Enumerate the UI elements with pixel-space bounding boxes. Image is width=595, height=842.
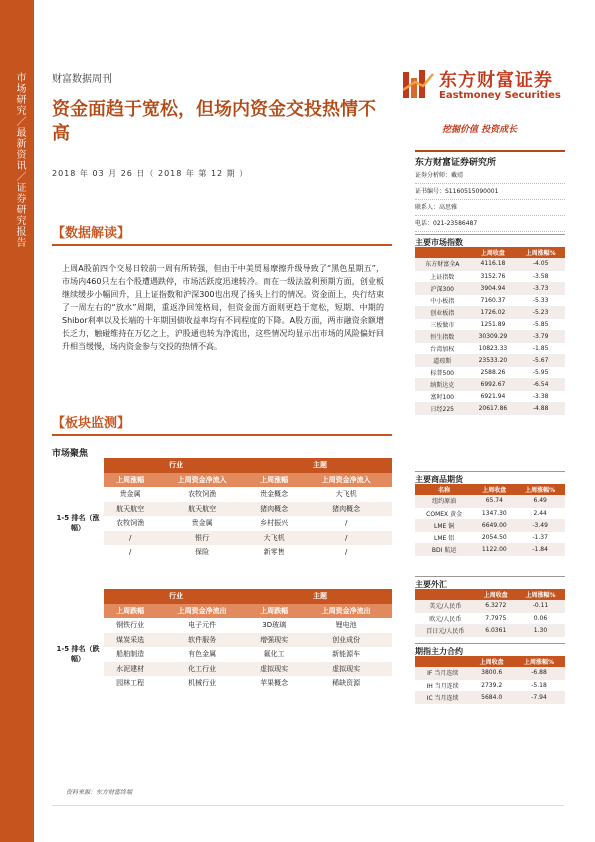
market-index-table [415, 247, 565, 415]
table-row [415, 378, 565, 390]
logo-cn-text: 东方财富证券 [439, 70, 553, 91]
table-row [52, 618, 392, 633]
table-cell: 美元/人民币 [415, 600, 476, 612]
table-cell: / [344, 519, 348, 528]
table-cell: 新能源车 [332, 650, 361, 659]
table-row [415, 366, 565, 378]
footer-divider [52, 805, 564, 806]
table-row [415, 402, 565, 414]
table-cell: 1122.00 [473, 543, 515, 555]
table-row [415, 531, 565, 543]
table-cell: 65.74 [473, 495, 515, 507]
contact-analyst: 证券分析师：戴靖 [415, 168, 565, 184]
table-cell: 船舶制造 [116, 650, 145, 659]
data-section-heading: 【数据解读】 [52, 222, 392, 246]
table-cell: 有色金属 [188, 650, 217, 659]
table-cell: 2054.50 [473, 531, 515, 543]
market-focus-title: 市场聚焦 [52, 449, 89, 459]
table-cell: 道琼斯 [415, 354, 470, 366]
table-cell: 3904.94 [470, 282, 517, 294]
report-label: 财富数据周刊 [52, 74, 112, 85]
eastmoney-logo-icon [401, 68, 435, 102]
col-header: 上周收盘 [473, 484, 515, 495]
table-cell: 大飞机 [248, 531, 300, 546]
table-cell: 6.0361 [476, 624, 516, 636]
table-cell: -4.05 [516, 258, 565, 270]
table-cell: 钢铁行业 [116, 621, 145, 630]
col-header: 上周跌幅 [248, 604, 300, 619]
table-cell: 锂电池 [335, 621, 357, 630]
table-cell: -1.37 [515, 531, 565, 543]
col-header: 上周资金净流入 [156, 473, 248, 488]
table-cell: LME 铜 [415, 519, 473, 531]
table-row [415, 624, 565, 636]
table-cell: 航天航空 [156, 502, 248, 517]
table-cell: 标普500 [415, 366, 470, 378]
page-title: 资金面趋于宽松，但场内资金交投热情不高 [52, 99, 376, 144]
table-cell: -6.54 [516, 378, 565, 390]
table-cell: -0.11 [516, 600, 565, 612]
col-header: 上周涨幅 [248, 473, 300, 488]
table-cell: 6921.94 [470, 390, 517, 402]
table-cell: 恒生指数 [415, 330, 470, 342]
table-cell: 23533.20 [470, 354, 517, 366]
table-cell: 水泥建材 [104, 662, 156, 677]
table-cell: 保险 [195, 548, 210, 557]
table-cell: 6.3272 [476, 600, 516, 612]
table-row [415, 294, 565, 306]
table-cell: 苹果概念 [260, 679, 289, 688]
table-cell: 东方财富全A [415, 258, 470, 270]
table-cell: 上证指数 [415, 270, 470, 282]
table-cell: -7.94 [513, 691, 565, 703]
col-header: 上周跌幅 [104, 604, 156, 619]
table-row [415, 691, 565, 703]
table-cell: / [104, 531, 156, 546]
sector-section-heading: 【板块监测】 [52, 412, 392, 436]
table-cell: -1.85 [516, 342, 565, 354]
table-cell: 煤炭采选 [104, 633, 156, 648]
table-cell: 猪肉概念 [248, 502, 300, 517]
table-cell: LME 铝 [415, 531, 473, 543]
sector-up-rows [52, 487, 392, 560]
commodity-table [415, 484, 565, 556]
contact-phone: 电话：021-23586487 [415, 216, 565, 232]
col-header: 上周收盘 [476, 589, 516, 600]
futures-table [415, 656, 565, 704]
fx-title: 主要外汇 [415, 576, 565, 590]
table-cell: 三板做市 [415, 318, 470, 330]
table-cell: IH 当月连续 [415, 679, 470, 691]
col-header [415, 656, 470, 667]
table-cell: / [344, 548, 348, 557]
table-cell: -4.88 [516, 402, 565, 414]
table-cell: 3D玻璃 [262, 621, 287, 630]
table-cell: 创业成份 [300, 633, 392, 648]
table-cell: 7.7975 [476, 612, 516, 624]
market-index-title: 主要市场指数 [415, 234, 565, 248]
table-cell: -6.88 [513, 667, 565, 679]
institute-name: 东方财富证券研究所 [415, 150, 565, 168]
table-cell: -5.23 [516, 306, 565, 318]
table-row [52, 487, 392, 502]
col-header: 上周涨幅% [516, 247, 565, 258]
table-cell: 2739.2 [470, 679, 513, 691]
sidebar-text: 市场研究／最新资讯／证券研究报告 [14, 72, 25, 248]
table-cell: 4116.18 [470, 258, 517, 270]
table-cell: 6992.67 [470, 378, 517, 390]
table-cell: 乡村振兴 [260, 519, 289, 528]
table-cell: 百日元/人民币 [415, 624, 476, 636]
table-cell: 7160.37 [470, 294, 517, 306]
table-cell: 机械行业 [188, 679, 217, 688]
table-cell: 贵金概念 [260, 490, 289, 499]
table-cell: 欧元/人民币 [415, 612, 476, 624]
table-row [415, 390, 565, 402]
slogan: 挖掘价值 投资成长 [442, 125, 518, 135]
table-cell: COMEX 黄金 [415, 507, 473, 519]
col-header: 上周涨幅% [515, 484, 565, 495]
table-cell: 电子元件 [188, 621, 217, 630]
table-cell: 银行 [156, 531, 248, 546]
sector-down-rows [52, 618, 392, 691]
logo [401, 62, 561, 110]
table-row [415, 330, 565, 342]
table-cell: IC 当月连续 [415, 691, 470, 703]
table-row [415, 600, 565, 612]
rank-label: 1-5 排名（涨幅） [56, 514, 100, 533]
table-cell: 虚拟现实 [248, 662, 300, 677]
table-cell: 2588.26 [470, 366, 517, 378]
rank-label: 1-5 排名（跌幅） [56, 645, 100, 664]
table-cell: 10823.33 [470, 342, 517, 354]
table-cell: / [300, 531, 392, 546]
table-cell: 贵金属 [191, 519, 213, 528]
col-header: 名称 [415, 484, 473, 495]
table-row [415, 679, 565, 691]
table-cell: 6649.00 [473, 519, 515, 531]
table-row [415, 612, 565, 624]
table-cell: -3.49 [515, 519, 565, 531]
table-row [415, 543, 565, 555]
col-header [415, 247, 470, 258]
group-label: 主题 [248, 458, 392, 473]
table-cell: -5.67 [516, 354, 565, 366]
col-header: 上周资金净流入 [300, 473, 392, 488]
table-cell: 化工行业 [156, 662, 248, 677]
table-cell: -1.84 [515, 543, 565, 555]
table-cell: BDI 航运 [415, 543, 473, 555]
table-cell: -3.38 [516, 390, 565, 402]
table-row [415, 282, 565, 294]
table-cell: 0.06 [516, 612, 565, 624]
col-header: 上周收盘 [470, 656, 513, 667]
table-cell: -5.18 [513, 679, 565, 691]
sector-down-table [52, 589, 392, 691]
fx-table [415, 589, 565, 637]
sidebar [0, 0, 34, 842]
table-cell: 6.49 [515, 495, 565, 507]
table-row [415, 495, 565, 507]
table-cell: 1726.02 [470, 306, 517, 318]
table-cell: 园林工程 [116, 679, 145, 688]
table-row [415, 667, 565, 679]
futures-title: 期指主力合约 [415, 643, 565, 657]
table-cell: 1.30 [516, 624, 565, 636]
commodity-title: 主要商品期货 [415, 471, 565, 485]
table-cell: 20617.86 [470, 402, 517, 414]
table-cell: 大飞机 [335, 490, 357, 499]
table-cell: 增强现实 [248, 633, 300, 648]
col-header: 上周收盘 [470, 247, 517, 258]
table-cell: -3.73 [516, 282, 565, 294]
table-cell: 3152.76 [470, 270, 517, 282]
table-row [415, 318, 565, 330]
table-cell: 猪肉概念 [300, 502, 392, 517]
table-cell: 台湾加权 [415, 342, 470, 354]
table-cell: 农牧饲渔 [116, 519, 145, 528]
data-section-paragraph: 上周A股前四个交易日较前一周有所转强，但由于中美贸易摩擦升级导致了“黑色星期五”，市场内460只左右个股遭遇跌停，市场活跃度迅速转冷。而在一级法盈利预期方面，创业板继续缓步小幅回升，且上证指数和沪深300也出现了扬头上行的情况。资金面上，央行结束了一周左右的“放水”周期，重返净回笼格局，但资金面方面则更趋于宽松，短期、中期的Shibor利率以及长端的十年期国债收益率均有不同程度的下降。A股方面，两市融资余额增长乏力，触碰维持在万亿之上，沪股通也转为净流出，这些情况均显示出市场的风险偏好回升相当缓慢，场内资金参与交投的热情不高。 [62, 264, 384, 351]
table-cell: -3.79 [516, 330, 565, 342]
table-cell: 1347.30 [473, 507, 515, 519]
table-cell: 2.44 [515, 507, 565, 519]
table-row [415, 270, 565, 282]
group-label: 主题 [248, 589, 392, 604]
table-cell: 中小板指 [415, 294, 470, 306]
table-cell: 氟化工 [263, 650, 285, 659]
table-cell: 日经225 [415, 402, 470, 414]
table-cell: -3.58 [516, 270, 565, 282]
table-cell: 软件服务 [156, 633, 248, 648]
table-cell: 贵金属 [119, 490, 141, 499]
contact-person: 联系人：高思雅 [415, 200, 565, 216]
table-row [415, 354, 565, 366]
table-cell: 3800.6 [470, 667, 513, 679]
sector-up-table [52, 458, 392, 560]
table-row [415, 507, 565, 519]
contact-cert: 证书编号：S1160515090001 [415, 184, 565, 200]
col-header: 上周资金净流出 [300, 604, 392, 619]
col-header [415, 589, 476, 600]
table-cell: 30309.29 [470, 330, 517, 342]
contact-block [415, 168, 565, 232]
table-cell: 沪深300 [415, 282, 470, 294]
table-cell: 5684.0 [470, 691, 513, 703]
source-note: 资料来源：东方财富终端 [66, 789, 133, 796]
table-cell: -5.85 [516, 318, 565, 330]
table-row [415, 342, 565, 354]
table-cell: 纳斯达克 [415, 378, 470, 390]
table-cell: IF 当月连续 [415, 667, 470, 679]
table-cell: 农牧饲渔 [188, 490, 217, 499]
table-row [415, 519, 565, 531]
table-cell: 纽约原油 [415, 495, 473, 507]
table-cell: 稀缺资源 [332, 679, 361, 688]
table-row [415, 258, 565, 270]
group-label: 行业 [104, 589, 248, 604]
table-cell: 虚拟现实 [300, 662, 392, 677]
table-cell: -5.33 [516, 294, 565, 306]
group-label: 行业 [104, 458, 248, 473]
col-header: 上周涨幅% [516, 589, 565, 600]
table-cell: / [129, 548, 132, 557]
table-cell: 创业板指 [415, 306, 470, 318]
table-cell: -5.95 [516, 366, 565, 378]
col-header: 上周涨幅% [513, 656, 565, 667]
table-cell: 新零售 [263, 548, 285, 557]
table-cell: 富时100 [415, 390, 470, 402]
report-date: 2018 年 03 月 26 日（ 2018 年 第 12 期 ） [52, 169, 249, 178]
col-header: 上周涨幅 [104, 473, 156, 488]
col-header: 上周资金净流出 [156, 604, 248, 619]
table-cell: 航天航空 [104, 502, 156, 517]
table-row [415, 306, 565, 318]
table-cell: 1251.89 [470, 318, 517, 330]
logo-en-text: Eastmoney Securities [439, 90, 561, 101]
